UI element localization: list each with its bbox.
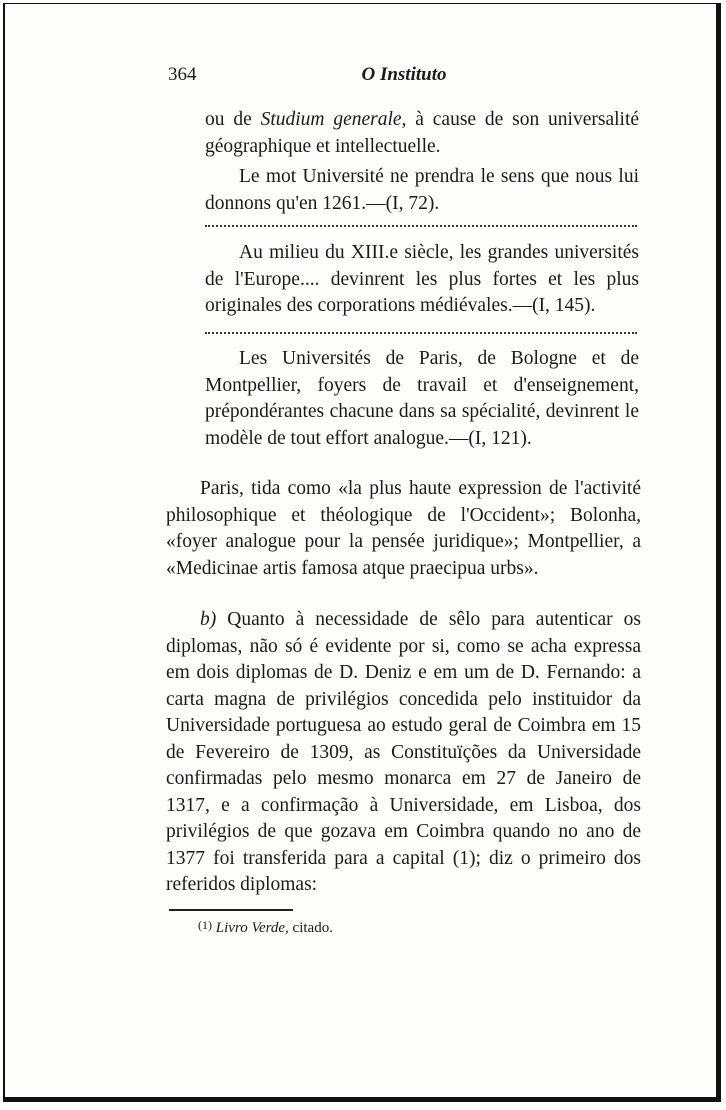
footnote-rule (169, 909, 293, 911)
quote-paragraph: Les Universités de Paris, de Bologne et de Montpellier, foyers de travail et d'enseignement, prépondérantes chacune dans sa spécialité, devinrent le modèle de tout effort analogue.—(I, 121). (205, 348, 639, 449)
quote-paragraph: Le mot Université ne prendra le sens que nous lui donnons qu'en 1261.—(I, 72). (205, 166, 639, 214)
ellipsis-rule (205, 324, 637, 334)
ellipsis-rule (205, 217, 637, 227)
running-title: O Instituto (361, 64, 447, 85)
footnote-text: citado. (288, 920, 333, 936)
quote-text: ou de (205, 109, 261, 130)
footnote-title: Livro Verde, (215, 920, 289, 936)
footnote-reference: (1) (452, 847, 476, 869)
quote-text: à cause de son universalité géographique et intellectuelle. (205, 109, 640, 157)
body-paragraph (166, 607, 641, 899)
footnote-marker: (1) (198, 918, 212, 932)
section-text: Quanto à necessidade de sêlo para autenticar os diplomas, não só é evidente por si, como se acha expressa em dois diplomas de D. Deniz e em um de D. Fernando: a carta magna de privilégios concedida pelo instituidor da Universidade portuguesa ao estudo geral de Coimbra em 15 de Fevereiro de 1309, as Constituïções da Universidade confirmadas pelo mesmo monarca em 27 de Janeiro de 1317, e a confirmação à Universidade, em Lisboa, dos privilégios de que gozava em Coimbra quando no ano de 1377 foi transferida para a capital (166, 609, 641, 869)
section-label: b) (200, 609, 217, 630)
quote-paragraph: Au milieu du XIII.e siècle, les grandes universités de l'Europe.... devinrent les plus fortes et les plus originales des corporations médiévales.—(I, 145). (205, 242, 639, 316)
quote-fragment (205, 107, 639, 160)
quote-italic-term: Studium generale, (260, 109, 407, 130)
section-text-tail: ; diz o primeiro dos referidos diplomas: (166, 847, 641, 895)
page-header (168, 64, 640, 92)
book-page (3, 3, 721, 1102)
page-number: 364 (168, 64, 197, 85)
body-paragraph: Paris, tida como «la plus haute expression de l'activité philosophique et théologique de l'Occident»; Bolonha, «foyer analogue pour la pensée juridique»; Montpellier, a «Medicinae artis famosa atque praecipua urbs». (166, 478, 641, 579)
footnote (198, 918, 333, 937)
